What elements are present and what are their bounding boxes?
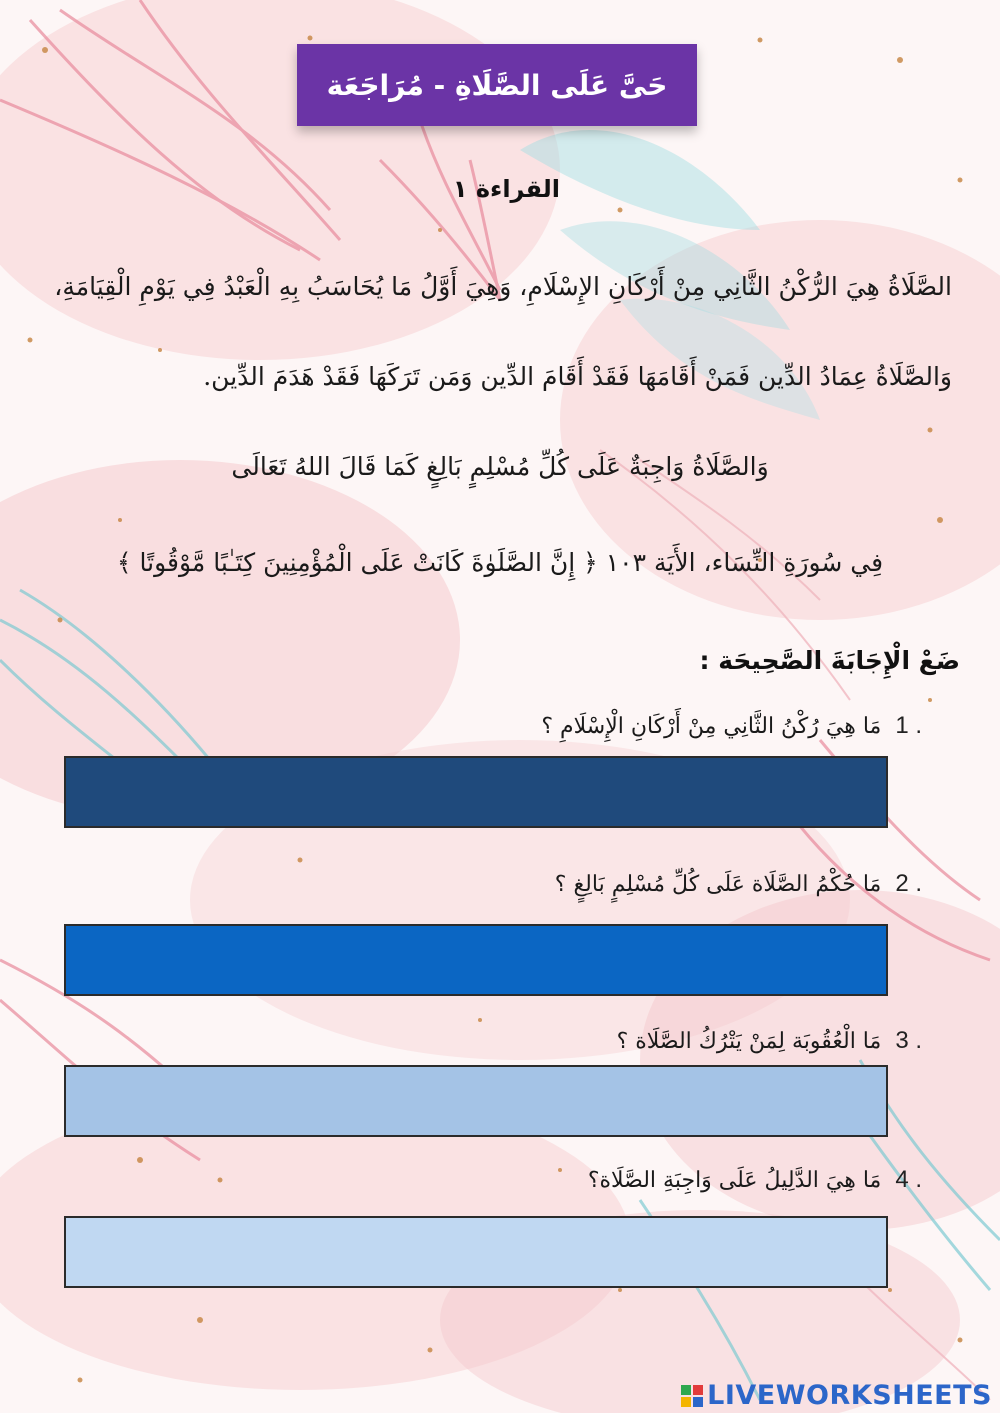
reading-line-4: فِي سُورَةِ النِّسَاء، الأَيَة ١٠٣ ﴿ إِنَّ الصَّلَوٰةَ كَانَتْ عَلَى الْمُؤْمِنِينَ كِتَـٰبًا مَّوْقُوتًا ﴾	[116, 548, 884, 577]
question-number: 4 .	[895, 1166, 922, 1193]
question-2	[555, 870, 922, 898]
reading-line-2: وَالصَّلَاةُ عِمَادُ الدِّين فَمَنْ أَقَامَهَا فَقَدْ أَقَامَ الدِّين وَمَن تَرَكَهَا فَقَدْ هَدَمَ الدِّين.	[203, 362, 952, 391]
answer-box-2[interactable]	[64, 924, 888, 996]
title-banner	[297, 44, 697, 126]
reading-heading: القراءة ١	[452, 175, 560, 203]
question-text: مَا الْعُقُوبَة لِمَنْ يَتْرُكُ الصَّلَاة ؟	[616, 1028, 882, 1054]
question-text: مَا هِيَ رُكْنُ الثَّانِي مِنْ أَرْكَانِ الْإِسْلَامِ ؟	[541, 713, 882, 739]
instruction-heading: ضَعْ الْإِجَابَةَ الصَّحِيحَة :	[699, 646, 960, 675]
question-text: مَا حُكْمُ الصَّلَاة عَلَى كُلِّ مُسْلِمٍ بَالِغٍ ؟	[554, 871, 882, 897]
liveworksheets-branding	[681, 1380, 992, 1411]
question-4	[588, 1166, 922, 1194]
question-1	[541, 712, 922, 740]
answer-box-3[interactable]	[64, 1065, 888, 1137]
question-number: 1 .	[895, 712, 922, 739]
question-3	[617, 1027, 922, 1055]
reading-line-1: الصَّلَاةُ هِيَ الرُّكْنُ الثَّانِي مِنْ أَرْكَانِ الإِسْلَامِ، وَهِيَ أَوَّلُ مَا يُحَاسَبُ بِهِ الْعَبْدُ فِي يَوْمِ الْقِيَامَةِ،	[54, 272, 952, 301]
question-text: مَا هِيَ الدَّلِيلُ عَلَى وَاجِبَةِ الصَّلَاة؟	[587, 1167, 882, 1193]
liveworksheets-logo-icon	[681, 1385, 703, 1407]
question-number: 3 .	[895, 1027, 922, 1054]
answer-box-4[interactable]	[64, 1216, 888, 1288]
answer-box-1[interactable]	[64, 756, 888, 828]
brand-text: LIVEWORKSHEETS	[707, 1380, 992, 1411]
reading-line-3: وَالصَّلَاةُ وَاجِبَةٌ عَلَى كُلِّ مُسْلِمٍ بَالِغٍ كَمَا قَالَ اللهُ تَعَالَى	[231, 452, 769, 481]
question-number: 2 .	[895, 870, 922, 897]
page-title: حَىَّ عَلَى الصَّلَاةِ - مُرَاجَعَة	[326, 68, 668, 102]
